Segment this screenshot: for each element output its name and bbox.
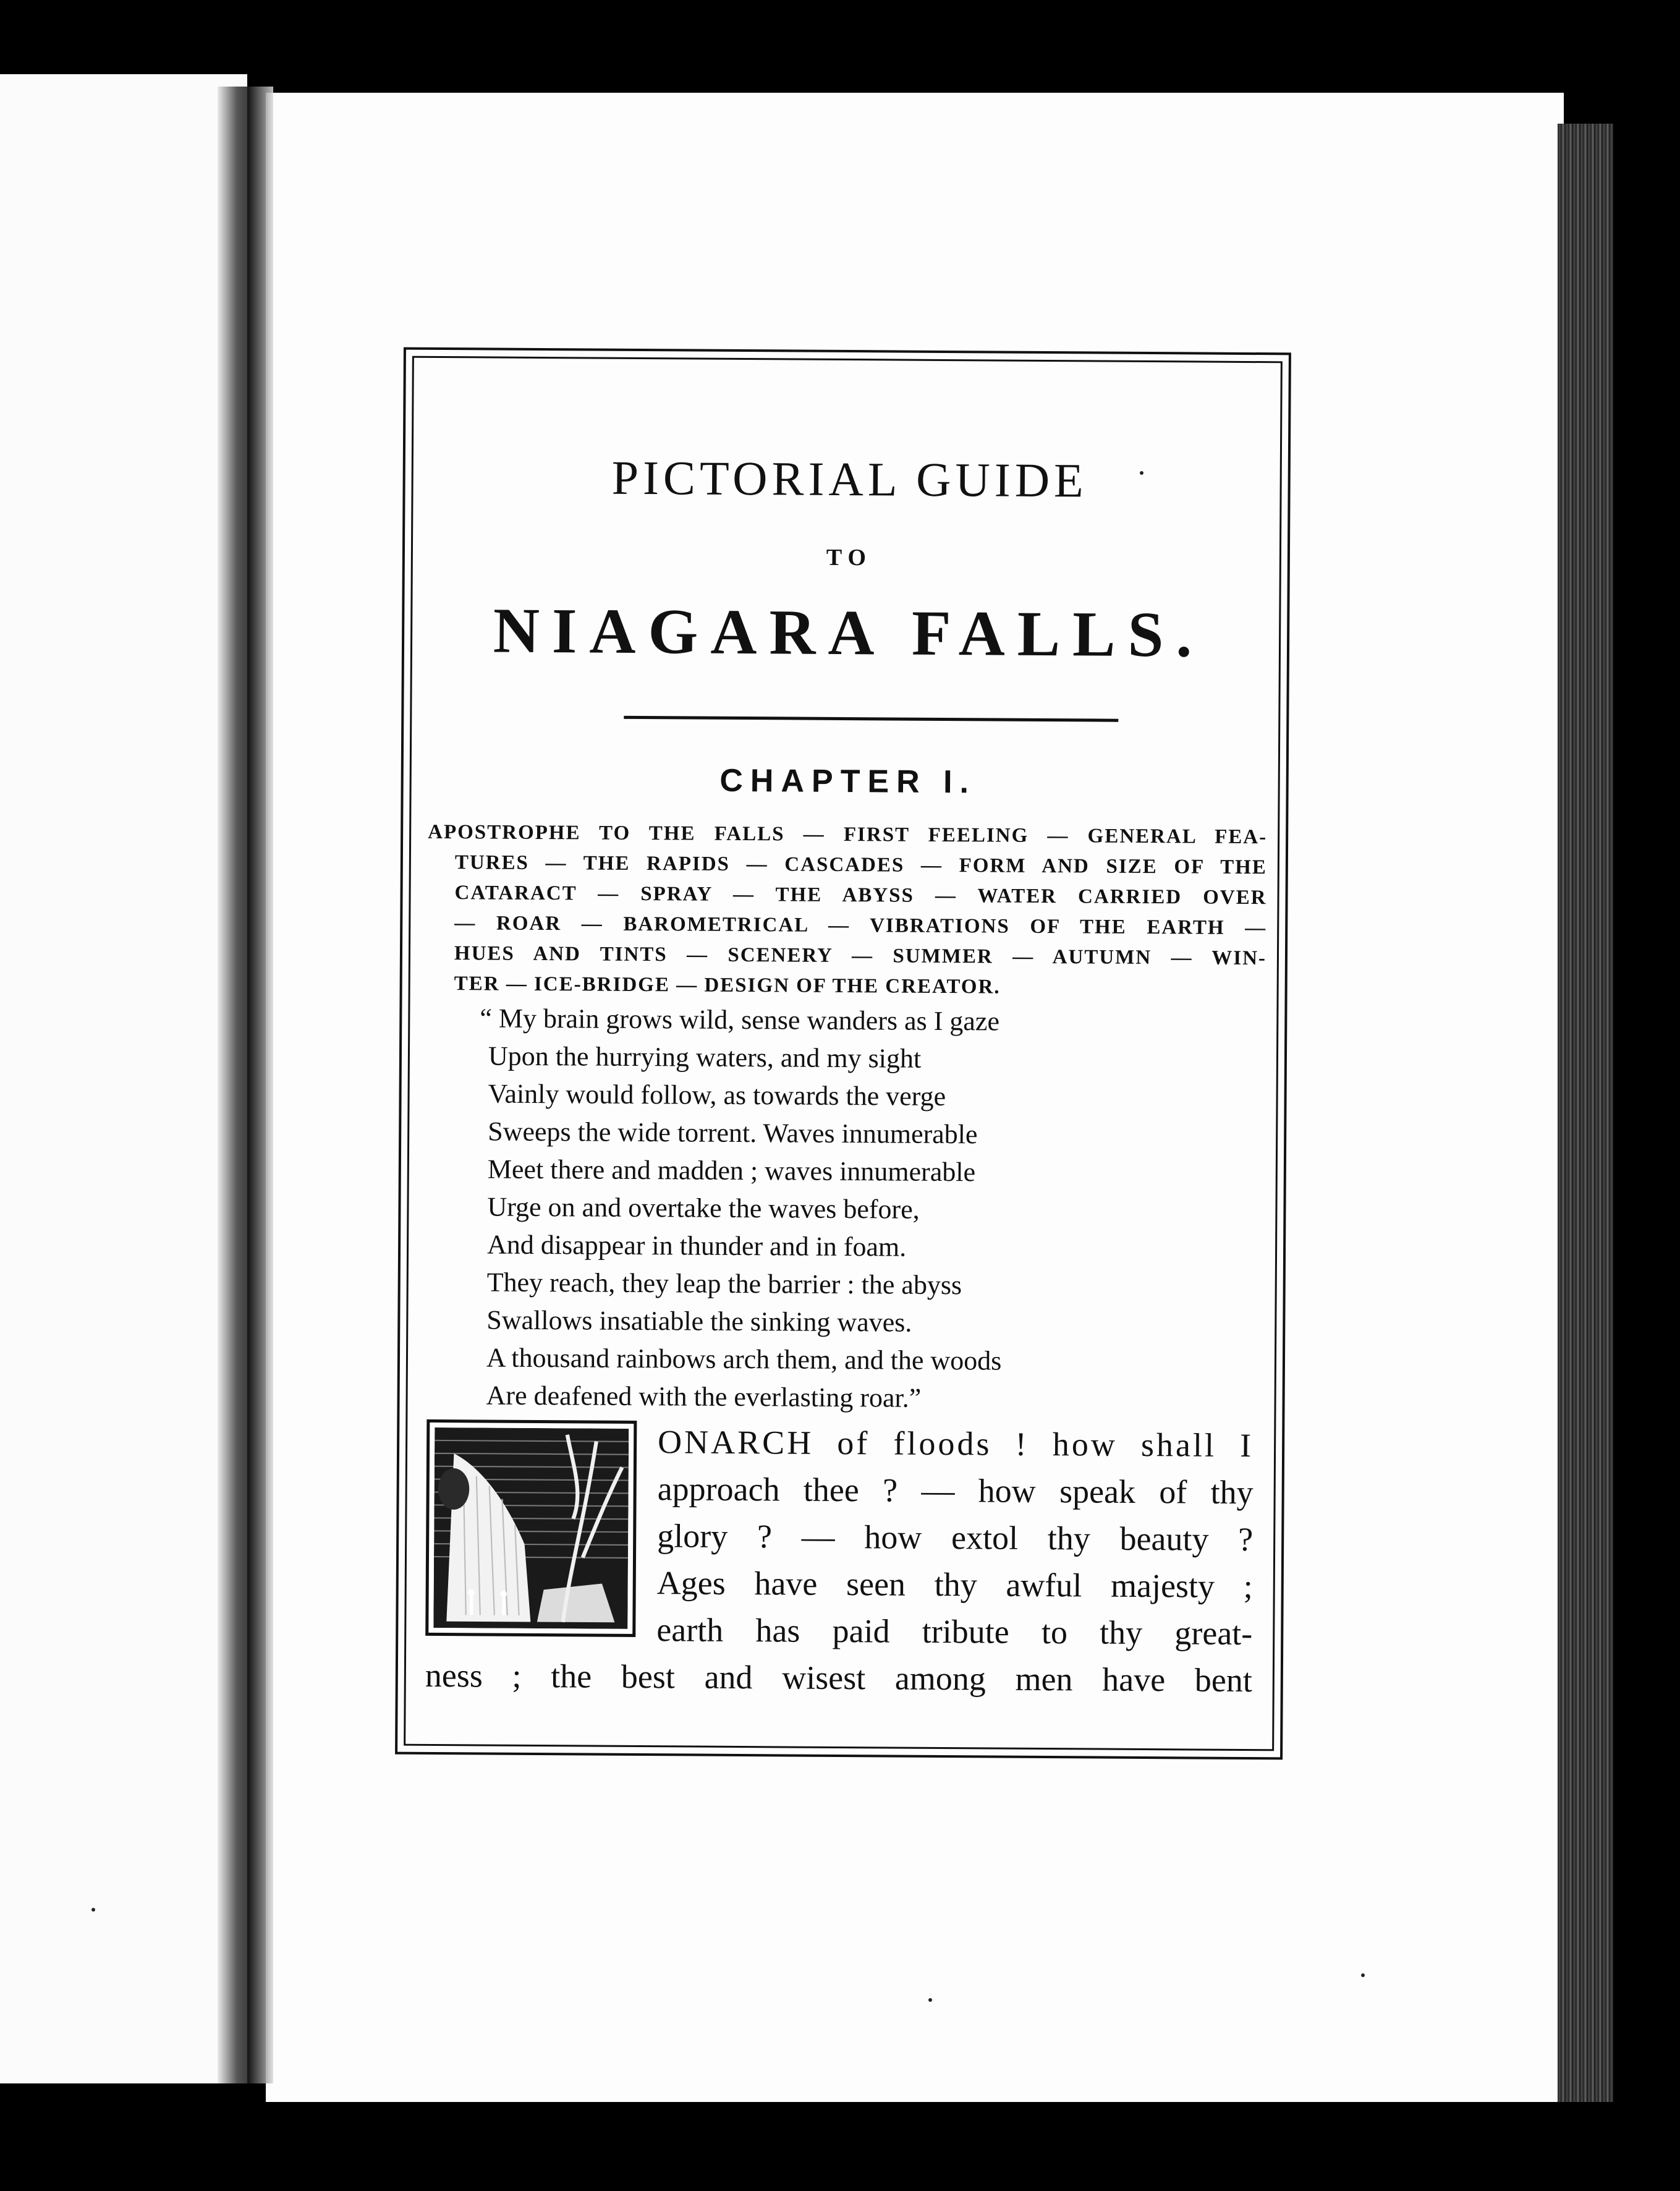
synopsis-line: HUES AND TINTS — SCENERY — SUMMER — AUTUMN — WIN- — [454, 942, 1267, 970]
body-line: Ages have seen thy awful majesty ; — [656, 1564, 1253, 1606]
poem-line: A thousand rainbows arch them, and the woods — [486, 1342, 1002, 1376]
scan-speck — [91, 1908, 95, 1912]
body-line: earth has paid tribute to thy great- — [656, 1611, 1253, 1653]
text-frame — [395, 347, 1291, 1760]
epigraph-poem — [480, 999, 1003, 1417]
title-line-3: NIAGARA FALLS. — [493, 595, 1205, 671]
synopsis-line: APOSTROPHE TO THE FALLS — FIRST FEELING — GENERAL FEA- — [428, 820, 1268, 849]
poem-line: Meet there and madden ; waves innumerable — [487, 1154, 976, 1188]
poem-line: Swallows insatiable the sinking waves. — [486, 1304, 912, 1338]
opening-paragraph-beside-image — [656, 1418, 1254, 1657]
chapter-synopsis — [427, 817, 1268, 1004]
poem-line: Upon the hurrying waters, and my sight — [488, 1040, 922, 1074]
page-content — [422, 350, 1270, 1757]
title-line-2: TO — [826, 544, 873, 571]
book-gutter — [218, 87, 273, 2083]
opening-paragraph-full-width — [425, 1652, 1252, 1704]
woodcut-drawing — [433, 1427, 629, 1629]
poem-line: And disappear in thunder and in foam. — [486, 1229, 907, 1262]
synopsis-line: CATARACT — SPRAY — THE ABYSS — WATER CARRIED OVER — [454, 882, 1267, 909]
synopsis-line: TER — ICE-BRIDGE — DESIGN OF THE CREATOR. — [454, 972, 1001, 998]
page-edge — [1558, 124, 1613, 2102]
poem-line: Urge on and overtake the waves before, — [487, 1191, 920, 1225]
synopsis-line: TURES — THE RAPIDS — CASCADES — FORM AND SIZE OF THE — [454, 851, 1267, 879]
poem-line: “ My brain grows wild, sense wanders as I gaze — [480, 1003, 1000, 1037]
left-page — [0, 74, 247, 2083]
body-line: ness ; the best and wisest among men have bent — [425, 1656, 1253, 1700]
body-line: ONARCH of floods ! how shall I — [657, 1423, 1254, 1465]
body-line: glory ? — how extol thy beauty ? — [657, 1517, 1254, 1559]
poem-line: They reach, they leap the barrier : the abyss — [486, 1267, 962, 1301]
poem-line: Sweeps the wide torrent. Waves innumerable — [488, 1116, 978, 1150]
chapter-heading: CHAPTER I. — [719, 762, 977, 801]
scan-speck — [928, 1998, 932, 2002]
poem-line: Are deafened with the everlasting roar.” — [486, 1380, 922, 1413]
scan-speck — [1361, 1973, 1365, 1977]
title-line-1: PICTORIAL GUIDE — [611, 450, 1088, 508]
synopsis-line: — ROAR — BAROMETRICAL — VIBRATIONS OF THE EARTH — — [454, 912, 1267, 940]
title-rule — [624, 716, 1118, 722]
body-line: approach thee ? — how speak of thy — [657, 1470, 1254, 1512]
poem-line: Vainly would follow, as towards the verge — [488, 1078, 946, 1112]
waterfall-woodcut-icon — [425, 1419, 637, 1637]
